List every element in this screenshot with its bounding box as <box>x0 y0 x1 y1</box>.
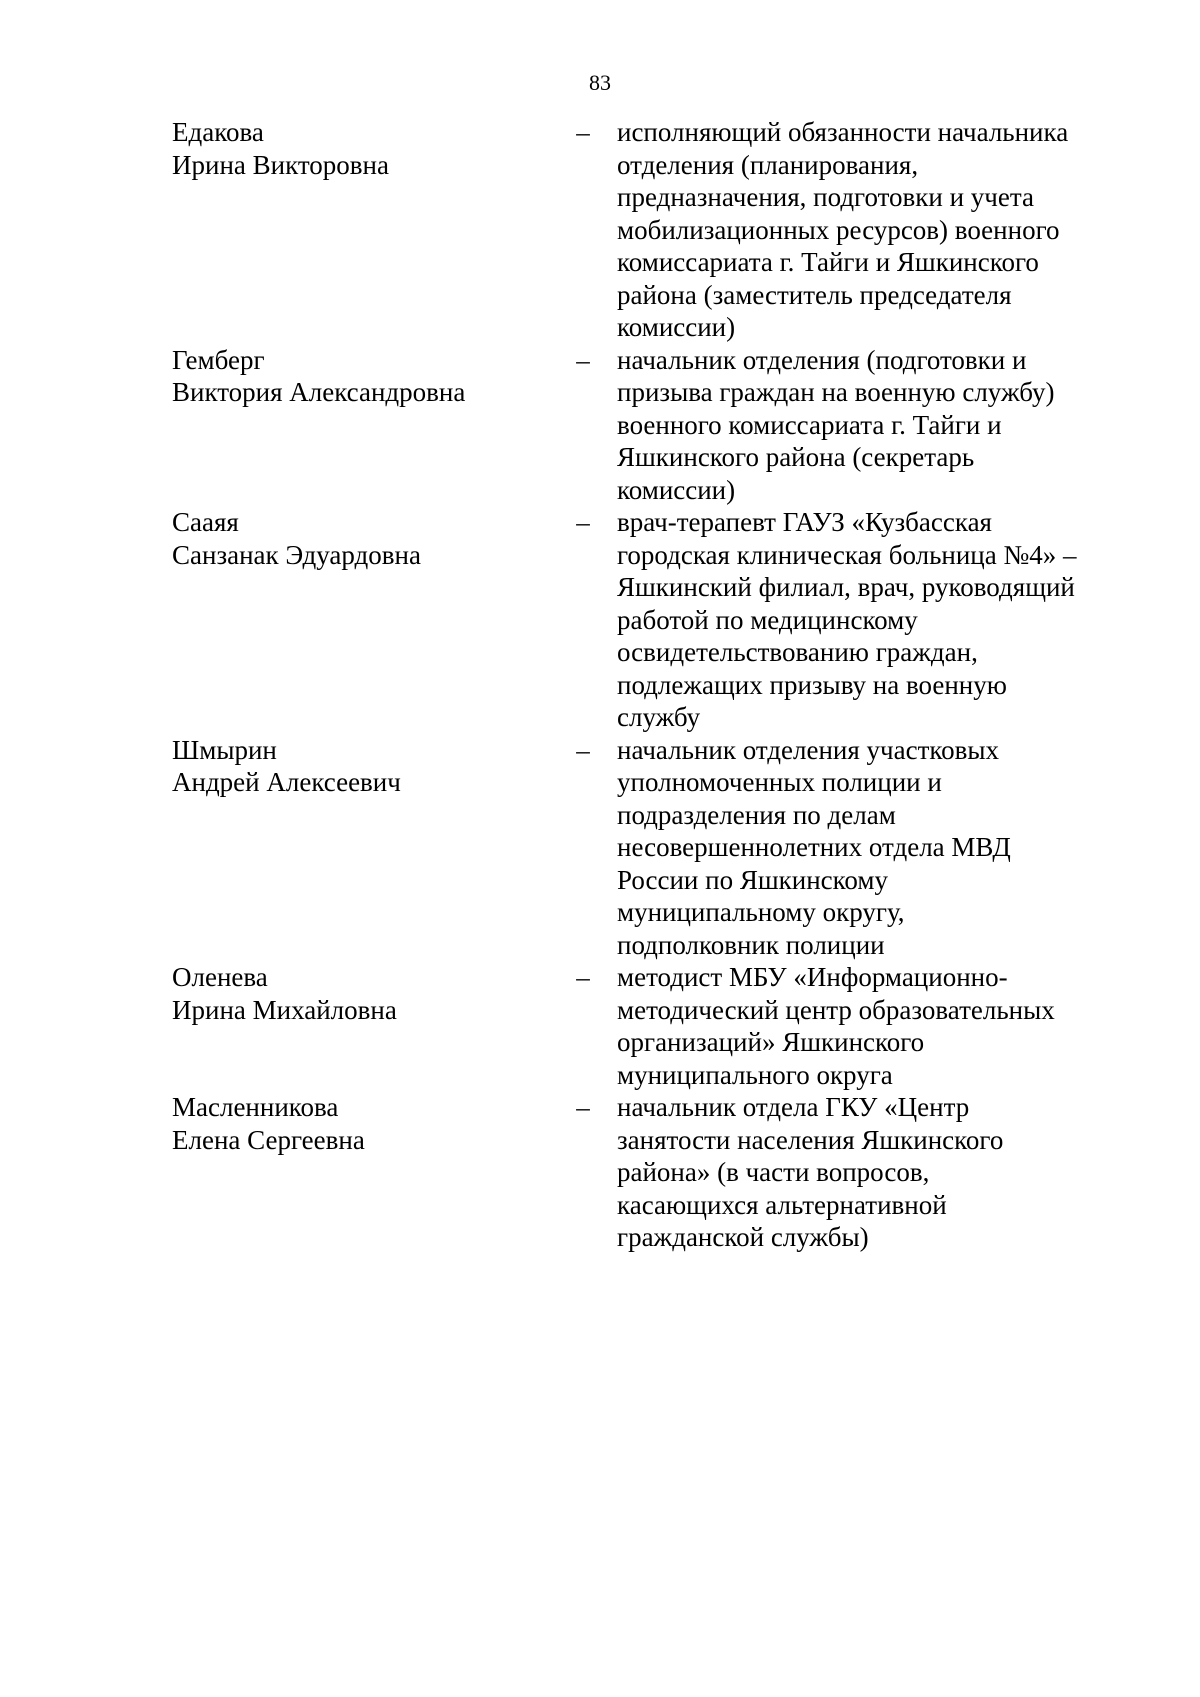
position-line: начальник отделения (подготовки и <box>617 344 1027 375</box>
page-number: 83 <box>589 70 611 95</box>
position-line: гражданской службы) <box>617 1222 869 1252</box>
position-line: методический центр образовательных <box>617 994 1055 1025</box>
position-line: военного комиссариата г. Тайги и <box>617 409 1002 440</box>
position-line: начальник отделения участковых <box>617 734 1000 765</box>
position-line: несовершеннолетних отдела МВД <box>617 832 1011 862</box>
member-position <box>617 344 1117 507</box>
member-name <box>172 734 572 799</box>
position-line: предназначения, подготовки и учета <box>617 182 1034 212</box>
commission-member-list <box>0 116 1200 1254</box>
member-position <box>617 506 1117 734</box>
position-line: организаций» Яшкинского <box>617 1027 925 1057</box>
member-given-names: Ирина Михайловна <box>172 994 397 1025</box>
position-line: подразделения по делам <box>617 799 896 830</box>
position-line: комиссии) <box>617 474 736 505</box>
member-given-names: Санзанак Эдуардовна <box>172 539 421 570</box>
dash-separator: – <box>576 1092 590 1122</box>
member-surname: Сааяя <box>172 507 239 537</box>
position-line: касающихся альтернативной <box>617 1189 947 1220</box>
position-line: методист МБУ «Информационно- <box>617 962 1008 992</box>
member-given-names: Елена Сергеевна <box>172 1124 365 1155</box>
member-surname: Гемберг <box>172 344 265 375</box>
dash-separator: – <box>576 117 590 147</box>
member-position <box>617 961 1117 1091</box>
member-name <box>172 506 572 571</box>
position-line: занятости населения Яшкинского <box>617 1124 1004 1155</box>
position-line: Яшкинского района (секретарь <box>617 442 975 472</box>
member-given-names: Виктория Александровна <box>172 377 466 407</box>
position-line: отделения (планирования, <box>617 149 919 180</box>
position-line: России по Яшкинскому <box>617 864 888 895</box>
position-line: мобилизационных ресурсов) военного <box>617 214 1060 245</box>
member-surname: Оленева <box>172 962 268 992</box>
position-line: исполняющий обязанности начальника <box>617 117 1069 147</box>
member-entry <box>0 344 1200 507</box>
position-line: подполковник полиции <box>617 929 885 960</box>
position-line: комиссариата г. Тайги и Яшкинского <box>617 247 1039 277</box>
member-position <box>617 1091 1117 1254</box>
dash-separator: – <box>576 962 590 992</box>
position-line: муниципальному округу, <box>617 897 905 927</box>
position-line: комиссии) <box>617 312 736 342</box>
member-surname: Масленникова <box>172 1092 339 1122</box>
member-entry <box>0 116 1200 344</box>
position-line: уполномоченных полиции и <box>617 767 942 797</box>
member-position <box>617 116 1117 344</box>
member-entry <box>0 506 1200 734</box>
member-given-names: Ирина Викторовна <box>172 149 389 180</box>
dash-separator: – <box>576 344 590 375</box>
position-line: муниципального округа <box>617 1059 893 1090</box>
position-line: призыва граждан на военную службу) <box>617 377 1055 407</box>
position-line: городская клиническая больница №4» – <box>617 539 1077 570</box>
dash-separator: – <box>576 507 590 537</box>
member-entry <box>0 734 1200 962</box>
position-line: врач-терапевт ГАУЗ «Кузбасская <box>617 507 992 537</box>
position-line: службу <box>617 702 701 732</box>
position-line: начальник отдела ГКУ «Центр <box>617 1092 970 1122</box>
member-position <box>617 734 1117 962</box>
member-name <box>172 961 572 1026</box>
member-surname: Едакова <box>172 117 264 147</box>
member-surname: Шмырин <box>172 734 277 765</box>
dash-separator: – <box>576 734 590 765</box>
member-name <box>172 344 572 409</box>
position-line: Яшкинский филиал, врач, руководящий <box>617 572 1075 602</box>
member-given-names: Андрей Алексеевич <box>172 767 401 797</box>
position-line: района» (в части вопросов, <box>617 1157 930 1187</box>
member-entry <box>0 961 1200 1091</box>
position-line: района (заместитель председателя <box>617 279 1012 310</box>
member-entry <box>0 1091 1200 1254</box>
position-line: освидетельствованию граждан, <box>617 637 978 667</box>
member-name <box>172 1091 572 1156</box>
position-line: подлежащих призыву на военную <box>617 669 1007 700</box>
position-line: работой по медицинскому <box>617 604 918 635</box>
member-name <box>172 116 572 181</box>
